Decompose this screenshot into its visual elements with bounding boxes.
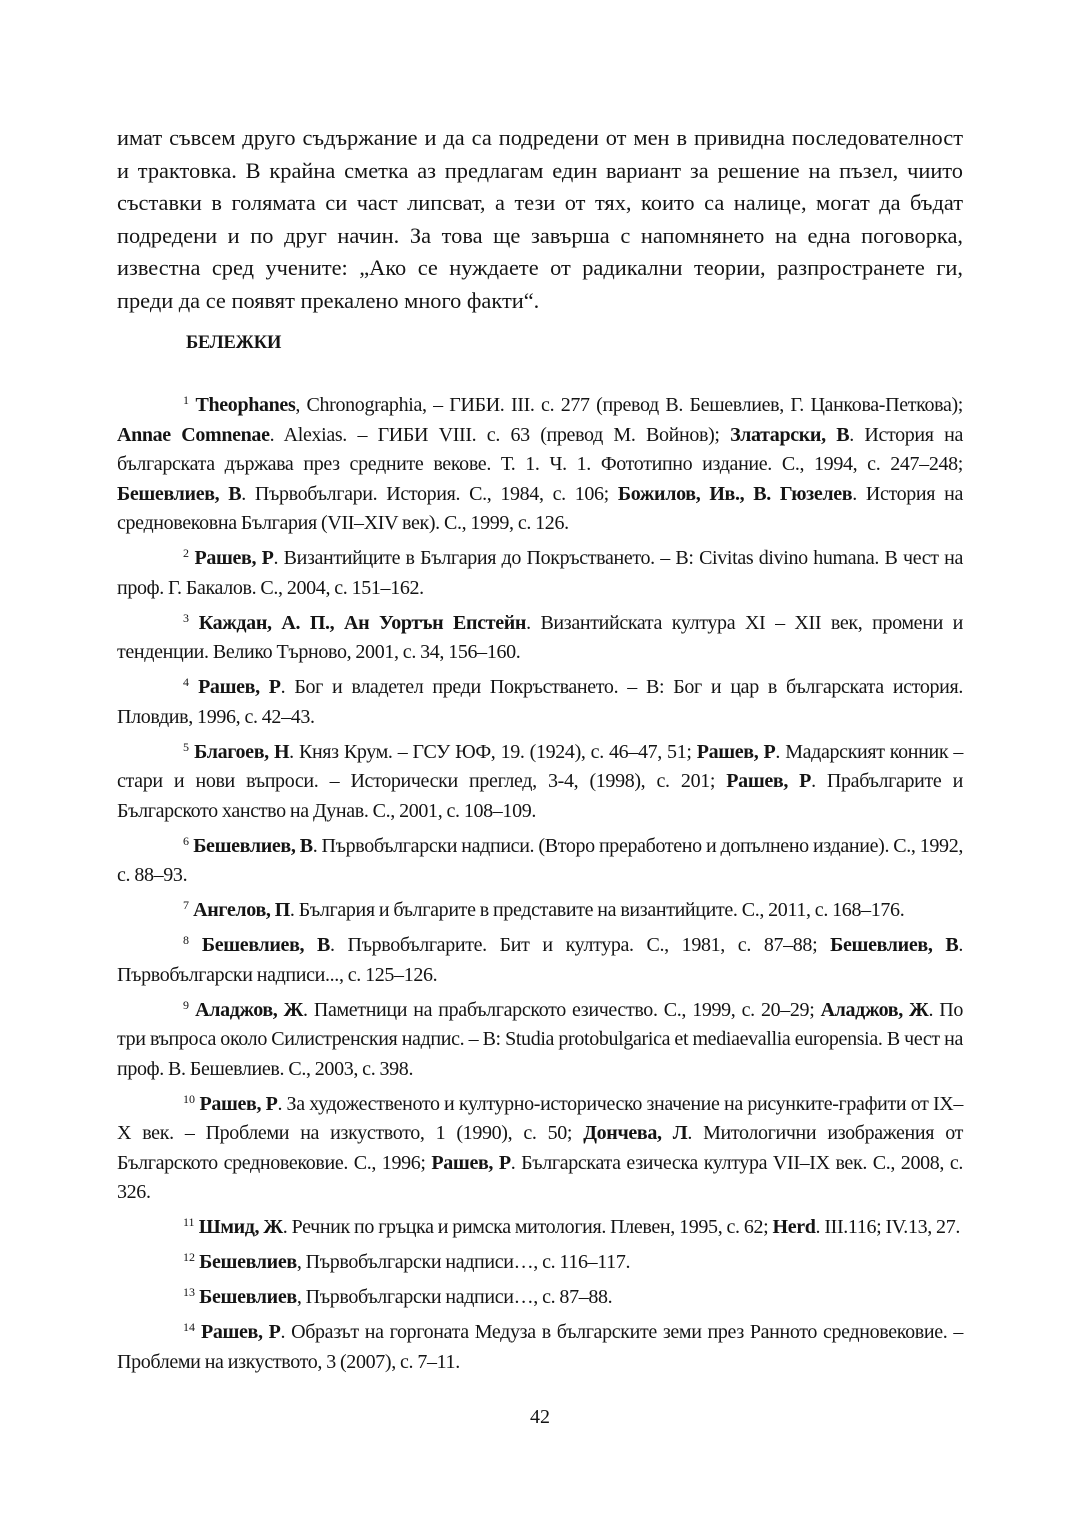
endnote-number: 2 [183, 546, 189, 560]
endnote-text: . Речник по гръцка и римска митология. Плевен, 1995, с. 62; [282, 1216, 773, 1238]
endnote-number: 4 [183, 675, 189, 689]
endnote-number: 12 [183, 1250, 195, 1264]
endnote [117, 544, 963, 603]
endnote [117, 673, 963, 732]
endnote-author: Рашев, Р [194, 547, 274, 569]
endnote-author: Аладжов, Ж [195, 998, 304, 1021]
endnote-text: . Първобългарите. Бит и култура. С., 1981, с. 87–88; [330, 934, 831, 956]
endnotes-list [117, 391, 963, 1383]
endnote-text: . Прабългарите и Българското ханство на Дунав. С., 2001, с. 108–109. [117, 770, 964, 822]
endnote-text: . За художественото и културно-историческо значение на рисунките-графити от IX–X век. – Проблеми на изкуството, 1 (1990), с. 50; [117, 1092, 963, 1144]
endnote-number: 5 [183, 739, 189, 754]
endnote-author: Бешевлиев, В [830, 934, 959, 956]
endnote-text: . България и българите в представите на византийците. С., 2011, с. 168–176. [289, 899, 905, 921]
endnote-number: 10 [183, 1091, 195, 1106]
endnote-author: Бешевлиев, В [193, 834, 313, 857]
endnote-text: . История на средновековна България (VII–XIV век). С., 1999, с. 126. [117, 482, 963, 534]
endnote-author: Аладжов, Ж [820, 998, 929, 1021]
endnote [117, 1213, 963, 1243]
endnote [117, 896, 963, 926]
endnote [117, 832, 963, 891]
endnote-author: Рашев, Р [431, 1151, 511, 1174]
endnote [117, 931, 963, 990]
endnote-number: 8 [183, 933, 189, 947]
body-paragraph: имат съвсем друго съдържание и да са подредени от мен в привидна последователност и трактовка. В крайна сметка аз предлагам един вариант за решение на пъзел, чиито съставки в голямата си част липсват, а тези от тях, които са налице, могат да бъдат подредени и по друг начин. За това ще завърша с напомнянето на една поговорка, известна сред учените: „Ако се нуждаете от радикални теории, разпространете ги, преди да се появят прекалено много факти“. [117, 125, 963, 313]
endnote-text: . Българската езическа култура VII–IX век. С., 2008, с. 326. [117, 1151, 963, 1203]
endnote-number: 9 [183, 997, 189, 1012]
endnote-text: . Образът на горгоната Медуза в българските земи през Ранното средновековие. – Проблеми на изкуството, 3 (2007), с. 7–11. [117, 1321, 963, 1373]
endnote [117, 391, 963, 539]
endnote [117, 609, 963, 668]
endnote-author: Златарски, В [730, 423, 850, 446]
endnote-text: . Византийците в България до Покръстването. – В: Civitas divino humana. В чест на проф. Г. Бакалов. С., 2004, с. 151–162. [117, 547, 963, 599]
endnote [117, 996, 963, 1085]
endnote-text: . Първобългарски надписи. (Второ преработено и допълнено издание). С., 1992, с. 88–93. [117, 834, 963, 886]
endnote-number: 13 [183, 1285, 195, 1299]
endnote-number: 11 [183, 1215, 195, 1229]
endnote-author: Herd [772, 1216, 816, 1238]
page-number: 42 [530, 1406, 550, 1428]
endnote-author: Божилов, Ив., В. Гюзелев [617, 482, 853, 505]
endnote-text: . Митологични изображения от Българското средновековие. С., 1996; [117, 1122, 963, 1174]
endnote-author: Благоев, Н [194, 740, 290, 763]
endnote-text: . Византийската култура XI – XII век, промени и тенденции. Велико Търново, 2001, с. 34, 156–160. [117, 611, 963, 663]
endnote-number: 1 [183, 393, 189, 407]
endnote-author: Annae Comnenae [117, 423, 270, 446]
endnote-text: . Бог и владетел преди Покръстването. – В: Бог и цар в българската история. Пловдив, 1996, с. 42–43. [117, 676, 964, 728]
endnote-author: Бешевлиев [199, 1251, 297, 1273]
endnote-author: Каждан, А. П., Ан Уортън Епстейн [198, 611, 527, 634]
endnote-text: . Мадарският конник – стари и нови въпроси. – Исторически преглед, 3-4, (1998), с. 201; [117, 740, 964, 792]
endnote-text: , Chronographia, – ГИБИ. III. с. 277 (превод В. Бешевлиев, Г. Цанкова-Петкова); [295, 394, 963, 416]
endnote-text: , Първобългарски надписи…, с. 87–88. [296, 1286, 613, 1308]
endnote-text: . III.116; IV.13, 27. [815, 1216, 961, 1238]
endnote-author: Бешевлиев [199, 1286, 297, 1308]
endnote-text: . По три въпроса около Силистренския надпис. – В: Studia protobulgarica et mediaevallia europensia. В чест на проф. В. Бешевлиев. С., 2003, с. 398. [117, 998, 963, 1080]
endnote-author: Дончева, Л [583, 1122, 688, 1144]
endnote-text: . История на българската държава през средните векове. Т. 1. Ч. 1. Фототипно издание. С., 1994, с. 247–248; [117, 423, 963, 475]
endnote-number: 3 [183, 610, 189, 625]
endnote [117, 1090, 963, 1208]
endnote-text: , Първобългарски надписи…, с. 116–117. [296, 1251, 631, 1273]
section-title: БЕЛЕЖКИ [186, 333, 282, 353]
endnote-number: 14 [183, 1320, 195, 1334]
endnote-author: Бешевлиев, В [117, 482, 242, 505]
endnote-text: . Княз Крум. – ГСУ ЮФ, 19. (1924), с. 46–47, 51; [289, 740, 697, 763]
endnote-author: Бешевлиев, В [201, 934, 331, 956]
endnote-author: Ангелов, П [193, 899, 290, 921]
endnote-text: . Първобългарски надписи..., с. 125–126. [117, 934, 963, 986]
endnote-text: . Паметници на прабългарското езичество. С., 1999, с. 20–29; [303, 998, 821, 1021]
endnote-author: Шмид, Ж [198, 1216, 283, 1238]
endnote [117, 1248, 963, 1278]
endnote-author: Рашев, Р [726, 770, 812, 792]
endnote-author: Рашев, Р [696, 740, 776, 763]
endnote [117, 1318, 963, 1377]
endnote [117, 738, 963, 827]
endnote-number: 6 [183, 833, 189, 848]
endnote-number: 7 [183, 898, 189, 912]
endnote-author: Рашев, Р [199, 1092, 278, 1115]
endnote [117, 1283, 963, 1313]
endnote-text: . Alexias. – ГИБИ VIII. с. 63 (превод М. Войнов); [269, 423, 731, 446]
endnote-author: Theophanes [195, 394, 296, 416]
endnote-text: . Първобългари. История. С., 1984, с. 106; [241, 482, 618, 505]
endnote-author: Рашев, Р [200, 1321, 281, 1343]
endnote-author: Рашев, Р [198, 676, 281, 698]
